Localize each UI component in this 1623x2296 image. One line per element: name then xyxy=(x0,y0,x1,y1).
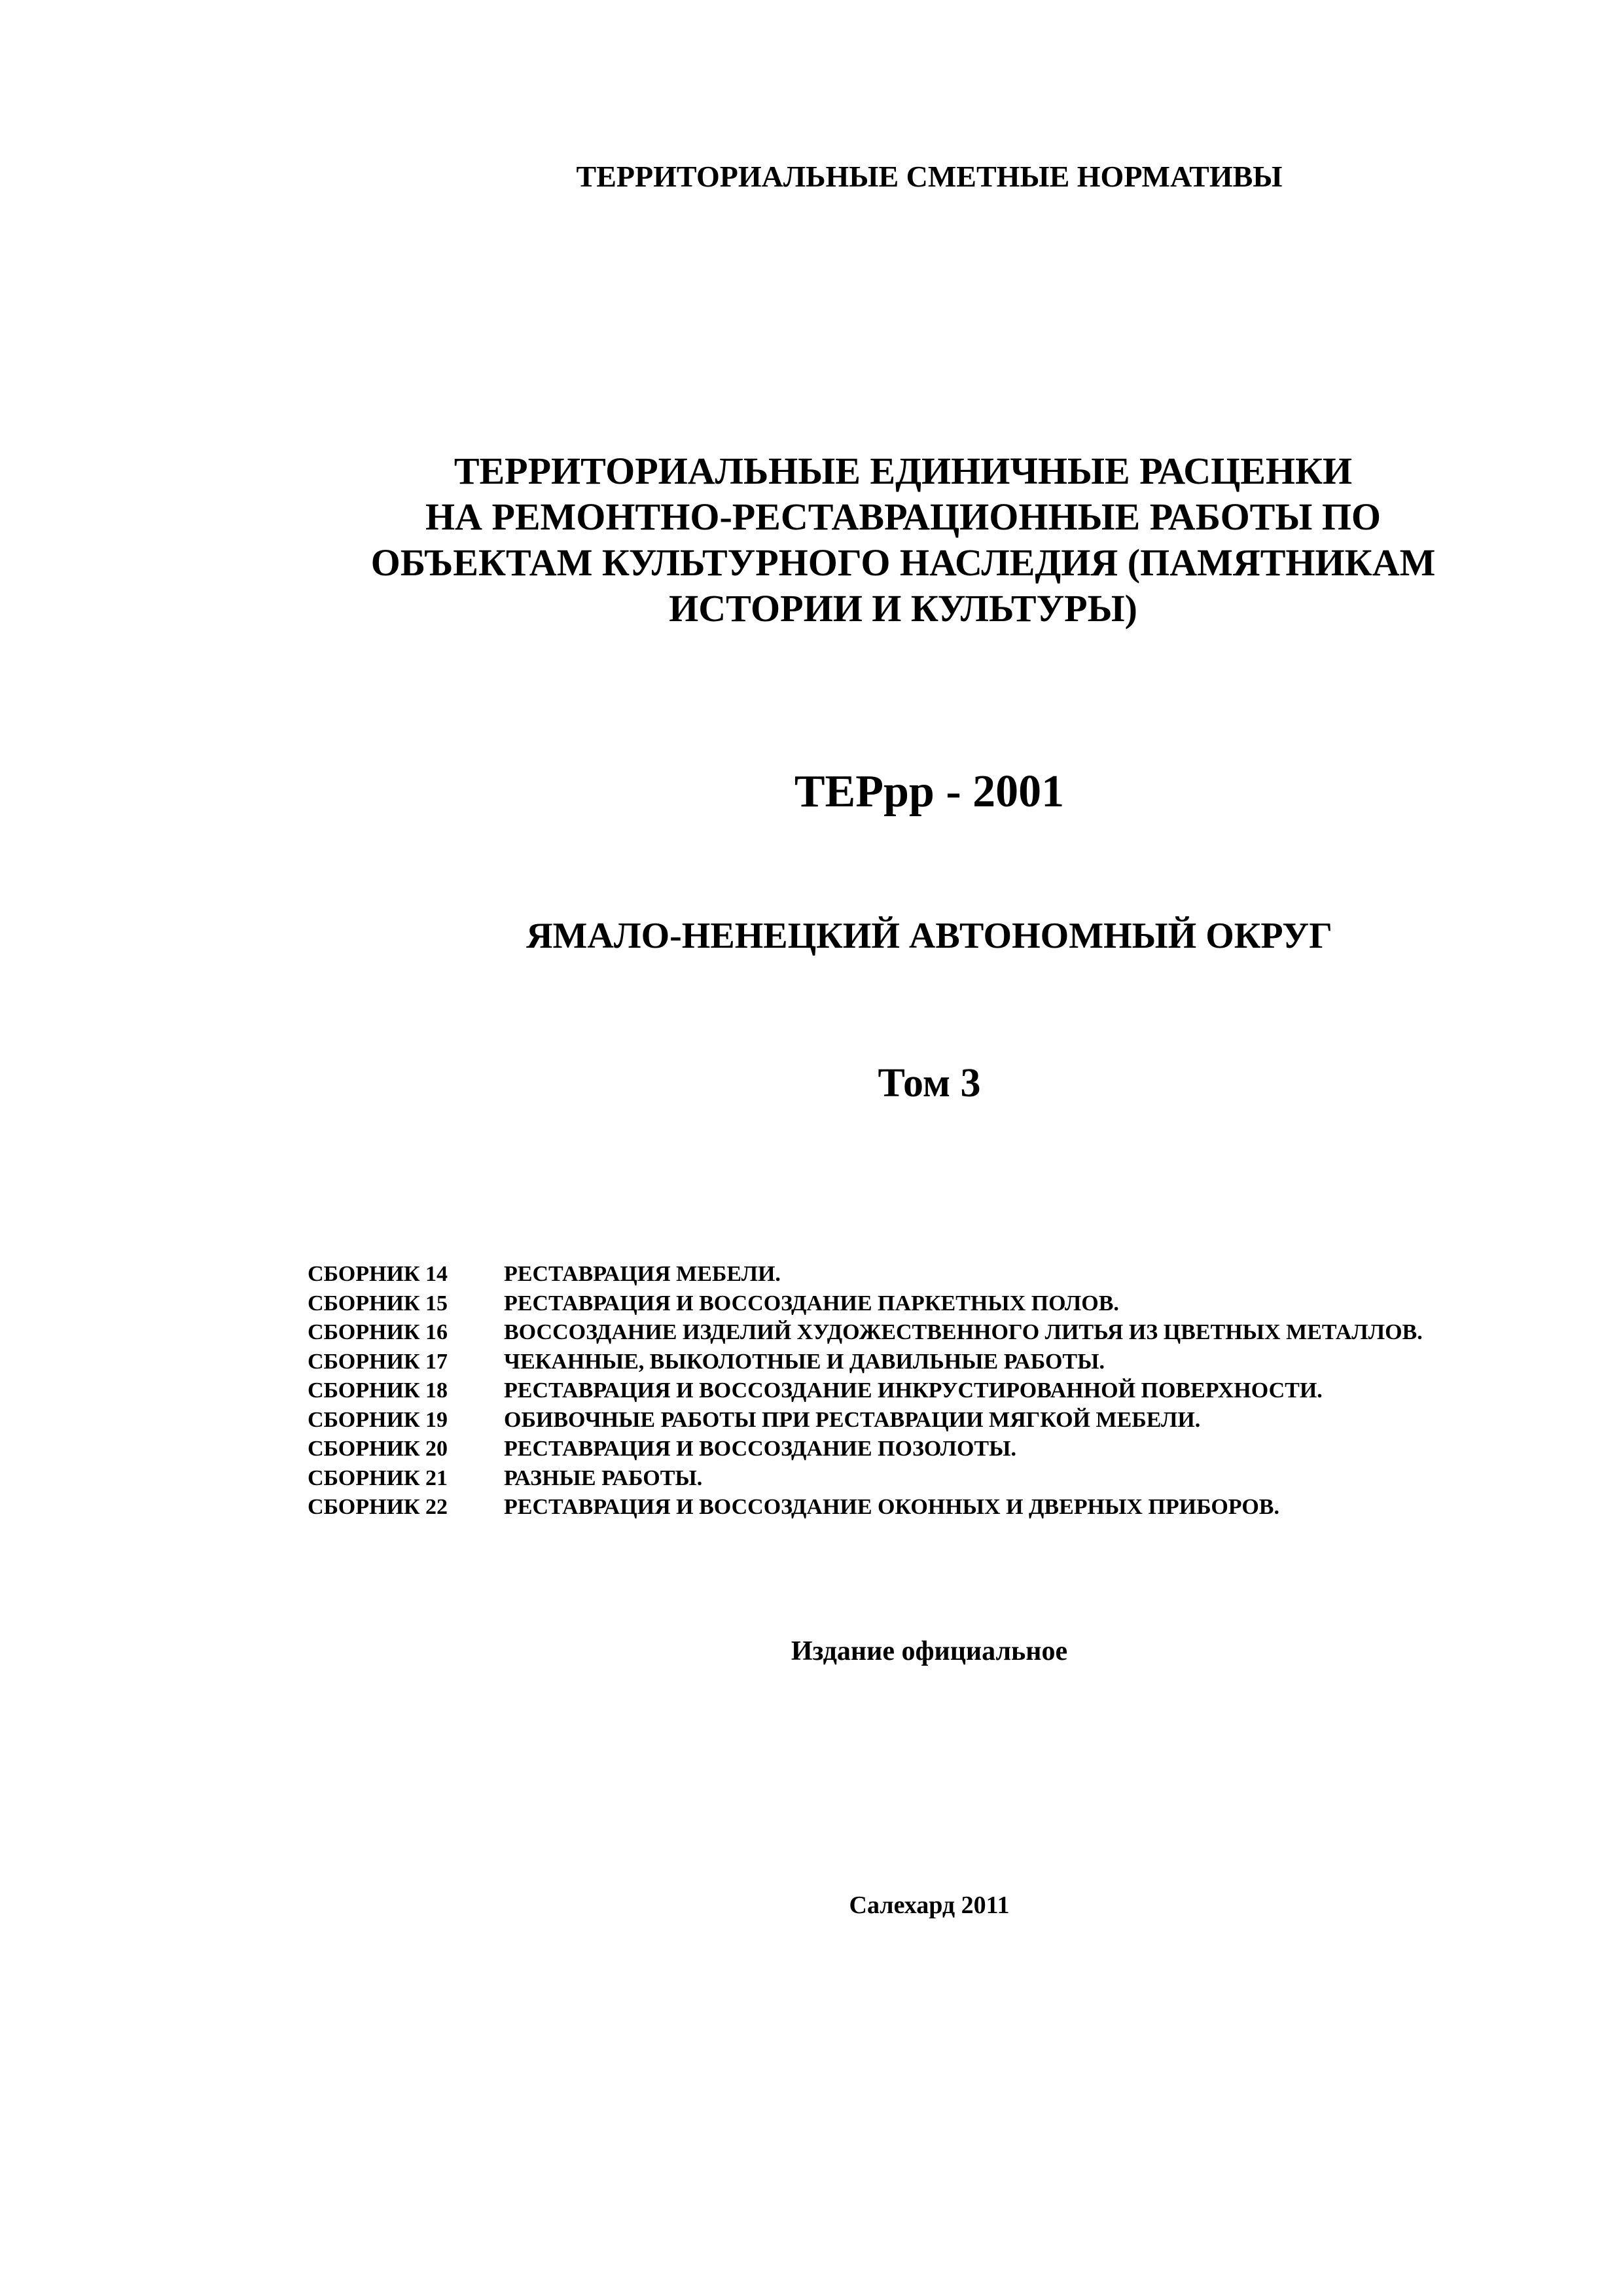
collection-number: СБОРНИК 14 xyxy=(308,1262,448,1286)
title-line: ТЕРРИТОРИАЛЬНЫЕ ЕДИНИЧНЫЕ РАСЦЕНКИ xyxy=(454,450,1353,492)
place-year: Салехард 2011 xyxy=(849,1892,1010,1919)
collection-number: СБОРНИК 18 xyxy=(308,1378,448,1403)
region-name: ЯМАЛО-НЕНЕЦКИЙ АВТОНОМНЫЙ ОКРУГ xyxy=(526,916,1332,956)
collection-title: РЕСТАВРАЦИЯ МЕБЕЛИ. xyxy=(504,1262,781,1286)
collection-title: РЕСТАВРАЦИЯ И ВОССОЗДАНИЕ ОКОННЫХ И ДВЕРНЫХ ПРИБОРОВ. xyxy=(504,1495,1279,1519)
collection-number: СБОРНИК 15 xyxy=(308,1291,448,1316)
collection-number: СБОРНИК 22 xyxy=(308,1495,448,1519)
collections-list xyxy=(308,1260,1472,1522)
title-line: ОБЪЕКТАМ КУЛЬТУРНОГО НАСЛЕДИЯ (ПАМЯТНИКАМ xyxy=(370,541,1436,584)
title-line: ИСТОРИИ И КУЛЬТУРЫ) xyxy=(669,587,1137,630)
collection-row xyxy=(308,1260,1472,1289)
collection-row xyxy=(308,1318,1472,1348)
collection-number: СБОРНИК 21 xyxy=(308,1465,448,1490)
collection-row xyxy=(308,1348,1472,1377)
document-header: ТЕРРИТОРИАЛЬНЫЕ СМЕТНЫЕ НОРМАТИВЫ xyxy=(576,160,1283,193)
edition-note: Издание официальное xyxy=(791,1636,1068,1666)
document-title xyxy=(288,448,1518,632)
collection-title: ЧЕКАННЫЕ, ВЫКОЛОТНЫЕ И ДАВИЛЬНЫЕ РАБОТЫ. xyxy=(504,1349,1105,1374)
collection-number: СБОРНИК 17 xyxy=(308,1349,448,1374)
collection-title: ВОССОЗДАНИЕ ИЗДЕЛИЙ ХУДОЖЕСТВЕННОГО ЛИТЬЯ ИЗ ЦВЕТНЫХ МЕТАЛЛОВ. xyxy=(504,1320,1423,1344)
collection-row xyxy=(308,1406,1472,1435)
collection-title: РЕСТАВРАЦИЯ И ВОССОЗДАНИЕ ИНКРУСТИРОВАННОЙ ПОВЕРХНОСТИ. xyxy=(504,1378,1323,1403)
collection-title: РЕСТАВРАЦИЯ И ВОССОЗДАНИЕ ПОЗОЛОТЫ. xyxy=(504,1437,1016,1461)
collection-title: РЕСТАВРАЦИЯ И ВОССОЗДАНИЕ ПАРКЕТНЫХ ПОЛОВ. xyxy=(504,1291,1119,1316)
collection-row xyxy=(308,1464,1472,1494)
collection-number: СБОРНИК 20 xyxy=(308,1437,448,1461)
collection-row xyxy=(308,1493,1472,1522)
collection-row xyxy=(308,1376,1472,1406)
collection-number: СБОРНИК 16 xyxy=(308,1320,448,1344)
title-line: НА РЕМОНТНО-РЕСТАВРАЦИОННЫЕ РАБОТЫ ПО xyxy=(425,495,1382,538)
volume-number: Том 3 xyxy=(878,1061,981,1105)
collection-row xyxy=(308,1435,1472,1464)
collection-number: СБОРНИК 19 xyxy=(308,1407,448,1432)
document-code: ТЕРрр - 2001 xyxy=(794,766,1065,817)
collection-row xyxy=(308,1289,1472,1319)
collection-title: РАЗНЫЕ РАБОТЫ. xyxy=(504,1465,703,1490)
collection-title: ОБИВОЧНЫЕ РАБОТЫ ПРИ РЕСТАВРАЦИИ МЯГКОЙ МЕБЕЛИ. xyxy=(504,1407,1201,1432)
